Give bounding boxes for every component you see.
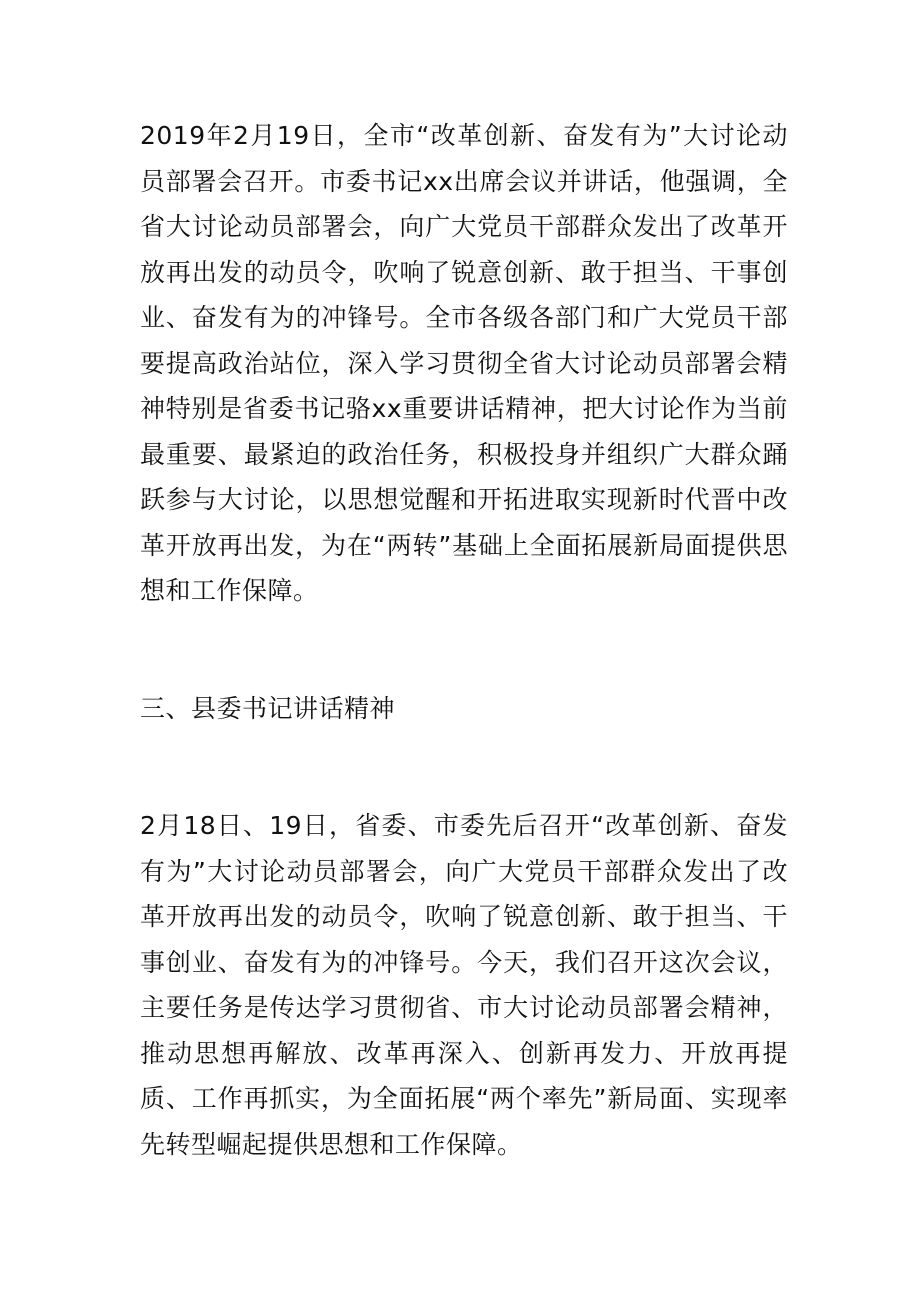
document-body [140, 113, 788, 1167]
paragraph-county-speech: 2月18日、19日，省委、市委先后召开“改革创新、奋发有为”大讨论动员部署会，向广大党员干部群众发出了改革开放再出发的动员令，吹响了锐意创新、敢于担当、干事创业、奋发有为的冲锋号。今天，我们召开这次会议，主要任务是传达学习贯彻省、市大讨论动员部署会精神，推动思想再解放、改革再深入、创新再发力、开放再提质、工作再抓实，为全面拓展“两个率先”新局面、实现率先转型崛起提供思想和工作保障。 [140, 811, 788, 1159]
paragraph-city-meeting: 2019年2月19日，全市“改革创新、奋发有为”大讨论动员部署会召开。市委书记xx出席会议并讲话，他强调，全省大讨论动员部署会，向广大党员干部群众发出了改革开放再出发的动员令，吹响了锐意创新、敢于担当、干事创业、奋发有为的冲锋号。全市各级各部门和广大党员干部要提高政治站位，深入学习贯彻全省大讨论动员部署会精神特别是省委书记骆xx重要讲话精神，把大讨论作为当前最重要、最紧迫的政治任务，积极投身并组织广大群众踊跃参与大讨论，以思想觉醒和开拓进取实现新时代晋中改革开放再出发，为在“两转”基础上全面拓展新局面提供思想和工作保障。 [140, 121, 788, 605]
section-heading: 三、县委书记讲话精神 [140, 693, 396, 723]
